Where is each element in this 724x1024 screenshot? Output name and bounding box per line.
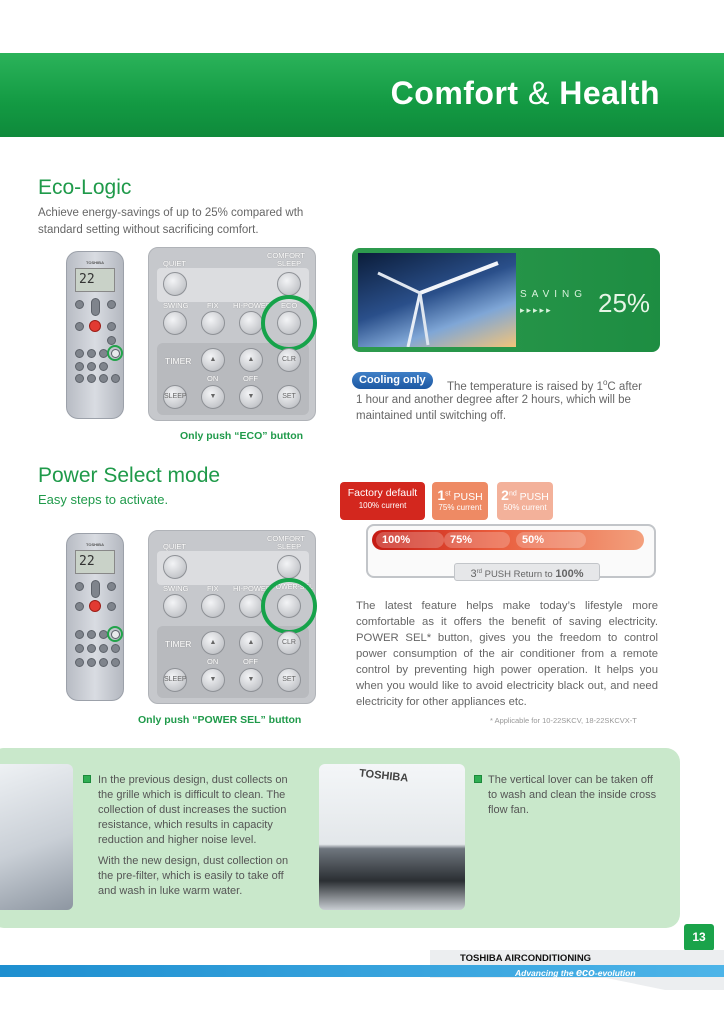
remote-key (75, 349, 84, 358)
tag-current: 75% current (438, 503, 482, 512)
degree-mark: o (602, 378, 608, 387)
remote-key (107, 582, 116, 591)
power-select-heading: Power Select mode (38, 464, 221, 487)
remote-key (75, 644, 84, 653)
label-timer: TIMER (165, 356, 192, 366)
quiet-button[interactable] (163, 555, 187, 579)
label-quiet: QUIET (163, 542, 186, 551)
header-banner (0, 53, 724, 137)
timer-on-up-button[interactable]: ▲ (201, 631, 225, 655)
remote-key (75, 374, 84, 383)
remote-key (75, 602, 84, 611)
label-sleep: SLEEP (277, 259, 302, 268)
push-label: PUSH (516, 491, 549, 503)
sleep-button[interactable]: SLEEP (163, 668, 187, 692)
eco-logic-text-line-2: standard setting without sacrificing comfort. (38, 224, 259, 236)
remote-key (91, 580, 100, 598)
remote-key (107, 300, 116, 309)
eco-caption: Only push “ECO” button (180, 430, 304, 442)
saving-percentage: 25% (598, 288, 651, 318)
remote-key (75, 322, 84, 331)
set-button[interactable]: SET (277, 668, 301, 692)
remote-key (75, 630, 84, 639)
sleep-button[interactable]: SLEEP (163, 385, 187, 409)
tag-title (497, 482, 553, 503)
return-label: PUSH Return to (481, 569, 556, 581)
hi-power-button[interactable] (239, 594, 263, 618)
hi-power-button[interactable] (239, 311, 263, 335)
page-title (391, 75, 660, 112)
label-eco: ECO (281, 301, 298, 310)
remote-power-key (89, 600, 101, 612)
remote-control-image (66, 251, 124, 419)
quiet-button[interactable] (163, 272, 187, 296)
clr-button[interactable]: CLR (277, 348, 301, 372)
remote-display: 22 (75, 550, 115, 574)
remote-key (107, 602, 116, 611)
clr-button[interactable]: CLR (277, 631, 301, 655)
tag-current: 50% current (503, 503, 547, 512)
fix-button[interactable] (201, 311, 225, 335)
label-swing: SWING (163, 301, 189, 310)
title-word-comfort: Comfort (390, 75, 519, 111)
page-number: 13 (684, 924, 714, 951)
factory-default-tag (340, 482, 425, 520)
label-off: OFF (243, 374, 258, 383)
saving-label: SAVING (520, 289, 588, 300)
label-hi-power: HI-POWER (233, 584, 272, 593)
label-swing: SWING (163, 584, 189, 593)
eco-logic-text-line-1: Achieve energy-savings of up to 25% compared wth (38, 207, 304, 219)
bullet-icon (83, 775, 91, 783)
bullet-icon (474, 775, 482, 783)
remote-key (87, 644, 96, 653)
remote-key (75, 582, 84, 591)
push-number: 3 (470, 568, 477, 581)
label-comfort: COMFORT (267, 534, 305, 543)
footer-slogan (515, 967, 636, 979)
slogan-eco: eco (575, 967, 595, 979)
label-fix: FIX (207, 584, 219, 593)
remote-control-image (66, 533, 124, 701)
remote-key (75, 362, 84, 371)
remote-key (87, 630, 96, 639)
slogan-text-b: -evolution (594, 968, 636, 978)
remote-highlight-circle (107, 626, 123, 642)
louver-removal-photo (319, 764, 465, 910)
remote-power-key (89, 320, 101, 332)
cooling-text-b: C after (607, 380, 642, 393)
remote-highlight-circle (107, 345, 123, 361)
eco-button-panel (148, 247, 316, 421)
label-on: ON (207, 374, 219, 383)
remote-key (87, 349, 96, 358)
segment-50: 50% (516, 532, 586, 548)
footer-brand: TOSHIBA AIRCONDITIONING (460, 953, 592, 964)
label-hi-power: HI-POWER (233, 301, 272, 310)
return-value: 100% (555, 568, 584, 581)
timer-off-up-button[interactable]: ▲ (239, 631, 263, 655)
segment-75: 75% (444, 532, 510, 548)
remote-key (87, 374, 96, 383)
previous-design-text: In the previous design, dust collects on the grille which is difficult to clean. The collection of dust increases the suction resistance, which results in capacity reduction and higher noise level. (98, 774, 288, 846)
timer-off-down-button[interactable]: ▼ (239, 385, 263, 409)
set-button[interactable]: SET (277, 385, 301, 409)
eco-highlight-circle (261, 295, 317, 351)
label-quiet: QUIET (163, 259, 186, 268)
push-number: 1 (437, 487, 446, 503)
timer-on-down-button[interactable]: ▼ (201, 385, 225, 409)
label-timer: TIMER (165, 639, 192, 649)
remote-key (99, 644, 108, 653)
saving-arrows: ▸▸▸▸▸ (520, 305, 553, 315)
cooling-text-a: The temperature is raised by 1 (447, 380, 603, 393)
swing-button[interactable] (163, 311, 187, 335)
wind-turbine-icon (358, 253, 516, 347)
remote-brand: TOSHIBA (86, 542, 104, 547)
comfort-sleep-button[interactable] (277, 555, 301, 579)
cooling-text-line-3: maintained until switching off. (356, 410, 507, 422)
remote-key (99, 374, 108, 383)
tag-current: 100% current (358, 501, 407, 510)
tag-title: Factory default (347, 487, 418, 499)
cooling-text-line-2: 1 hour and another degree after 2 hours, which will be (356, 394, 631, 406)
power-select-subtitle: Easy steps to activate. (38, 492, 169, 507)
saving-banner-image (352, 248, 660, 352)
label-comfort: COMFORT (267, 251, 305, 260)
power-sel-caption: Only push “POWER SEL” button (138, 714, 302, 726)
label-power-sel: POWER-SEL (271, 584, 314, 591)
wind-turbine-photo (358, 253, 516, 347)
power-sel-button-panel (148, 530, 316, 704)
title-ampersand: & (527, 75, 550, 111)
remote-key (87, 362, 96, 371)
remote-key (75, 658, 84, 667)
power-sel-highlight-circle (261, 578, 317, 634)
ordinal: nd (508, 490, 517, 498)
title-word-health: Health (559, 75, 660, 111)
slogan-text-a: Advancing the (515, 968, 576, 978)
fix-button[interactable] (201, 594, 225, 618)
label-fix: FIX (207, 301, 219, 310)
toshiba-logo-text: TOSHIBA (358, 767, 409, 785)
label-off: OFF (243, 657, 258, 666)
remote-key (99, 362, 108, 371)
remote-key (111, 374, 120, 383)
timer-off-down-button[interactable]: ▼ (239, 668, 263, 692)
push-number: 2 (501, 487, 509, 503)
footnote: * Applicable for 10-22SKCV, 18-22SKCVX-T (490, 716, 637, 725)
segment-100: 100% (376, 532, 444, 548)
swing-button[interactable] (163, 594, 187, 618)
comfort-sleep-button[interactable] (277, 272, 301, 296)
push-label: PUSH (450, 491, 483, 503)
cooling-only-badge: Cooling only (352, 372, 433, 389)
label-on: ON (207, 657, 219, 666)
remote-key (107, 322, 116, 331)
timer-on-down-button[interactable]: ▼ (201, 668, 225, 692)
second-push-tag (497, 482, 553, 520)
new-design-text: With the new design, dust collection on the pre-filter, which is easily to take off and wash in luke warm water. (98, 855, 289, 897)
first-push-tag (432, 482, 488, 520)
remote-key (111, 644, 120, 653)
air-conditioner-grille-photo (0, 764, 73, 910)
power-select-description: The latest feature helps make today’s lifestyle more comfortable as it offers the benefit of saving electricity. POWER SEL* button, gives you the freedom to control power consumption of the air conditioner from a remote control by preventing high power operation. It helps you when you would like to avoid electricity black out, and need electricity for other appliances etc. (356, 600, 658, 708)
tag-title (432, 482, 488, 503)
eco-logic-heading: Eco-Logic (38, 176, 132, 199)
label-sleep: SLEEP (277, 542, 302, 551)
remote-key (111, 658, 120, 667)
remote-display: 22 (75, 268, 115, 292)
return-to-100-label (454, 563, 600, 581)
ordinal: rd (476, 569, 482, 575)
remote-brand: TOSHIBA (86, 260, 104, 265)
vertical-louver-text: The vertical lover can be taken off to wash and clean the inside cross flow fan. (488, 774, 657, 816)
remote-key (107, 336, 116, 345)
remote-key (99, 658, 108, 667)
ordinal: st (445, 490, 451, 498)
remote-key (75, 300, 84, 309)
timer-on-up-button[interactable]: ▲ (201, 348, 225, 372)
remote-key (91, 298, 100, 316)
remote-key (87, 658, 96, 667)
timer-off-up-button[interactable]: ▲ (239, 348, 263, 372)
